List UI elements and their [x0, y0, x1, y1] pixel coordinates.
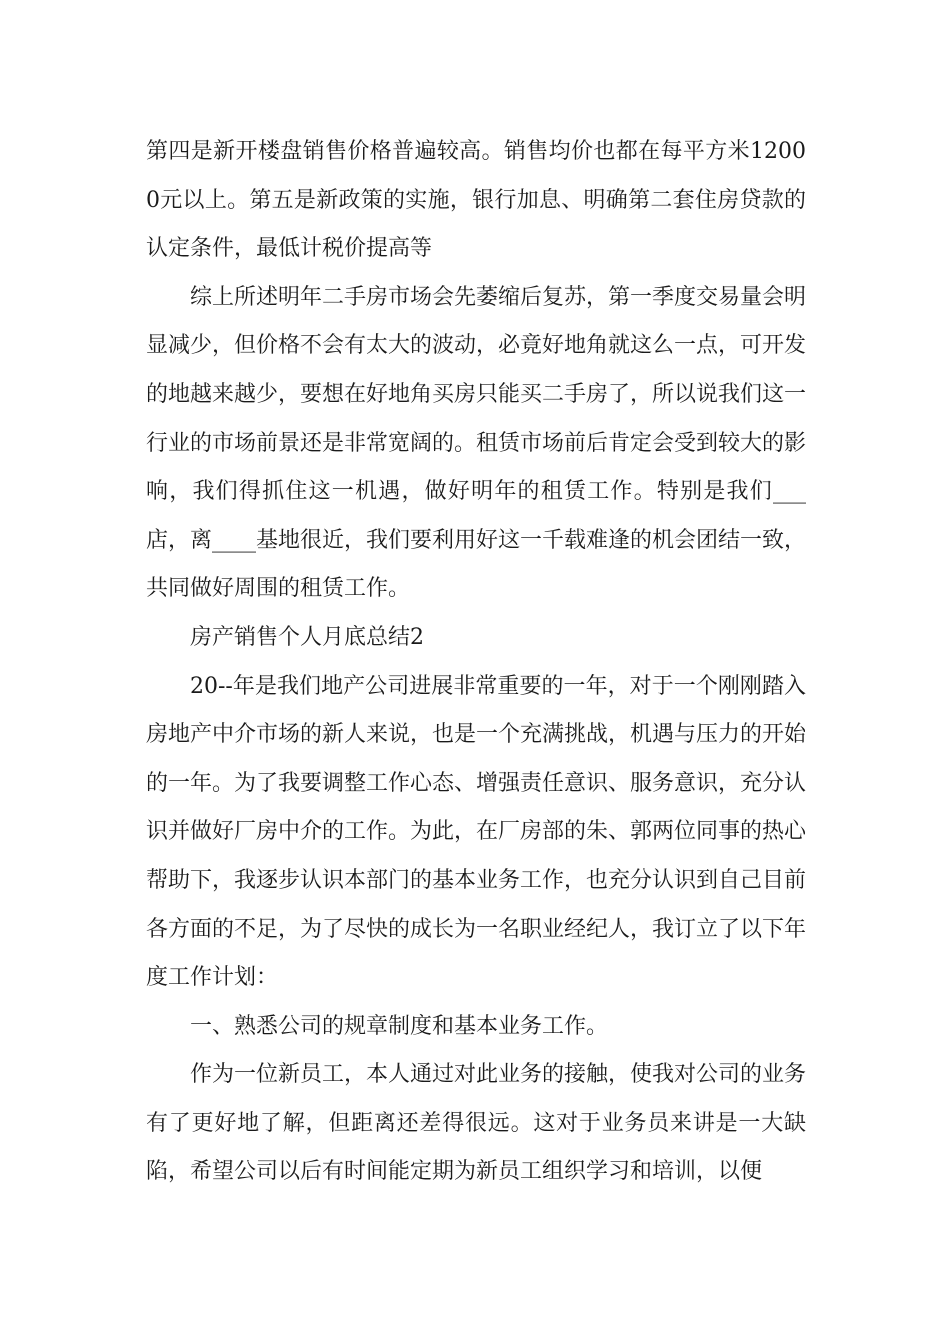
paragraph-market-outlook: 综上所述明年二手房市场会先萎缩后复苏，第一季度交易量会明显减少，但价格不会有太大的波动，必竟好地角就这么一点，可开发的地越来越少，要想在好地角买房只能买二手房了，所以说我们这一行业的市场前景还是非常宽阔的。租赁市场前后肯定会受到较大的影响，我们得抓住这一机遇，做好明年的租赁工作。特别是我们___店，离____基地很近，我们要利用好这一千载难逢的机会团结一致，共同做好周围的租赁工作。	[146, 284, 807, 602]
section-heading: 房产销售个人月底总结2	[190, 624, 424, 650]
paragraph-new-employee: 作为一位新员工，本人通过对此业务的接触，使我对公司的业务有了更好地了解，但距离还差得很远。这对于业务员来讲是一大缺陷，希望公司以后有时间能定期为新员工组织学习和培训，以便	[146, 1062, 807, 1185]
list-item-heading-1: 一、熟悉公司的规章制度和基本业务工作。	[190, 1013, 609, 1039]
paragraph-yearly-plan-intro: 20--年是我们地产公司进展非常重要的一年，对于一个刚刚踏入房地产中介市场的新人来说，也是一个充满挑战，机遇与压力的开始的一年。为了我要调整工作心态、增强责任意识、服务意识，充分认识并做好厂房中介的工作。为此，在厂房部的朱、郭两位同事的热心帮助下，我逐步认识本部门的基本业务工作，也充分认识到自己目前各方面的不足，为了尽快的成长为一名职业经纪人，我订立了以下年度工作计划：	[146, 673, 807, 991]
document-body	[146, 128, 806, 1197]
paragraph-sales-price: 第四是新开楼盘销售价格普遍较高。销售均价也都在每平方米12000元以上。第五是新政策的实施，银行加息、明确第二套住房贷款的认定条件，最低计税价提高等	[146, 139, 806, 262]
